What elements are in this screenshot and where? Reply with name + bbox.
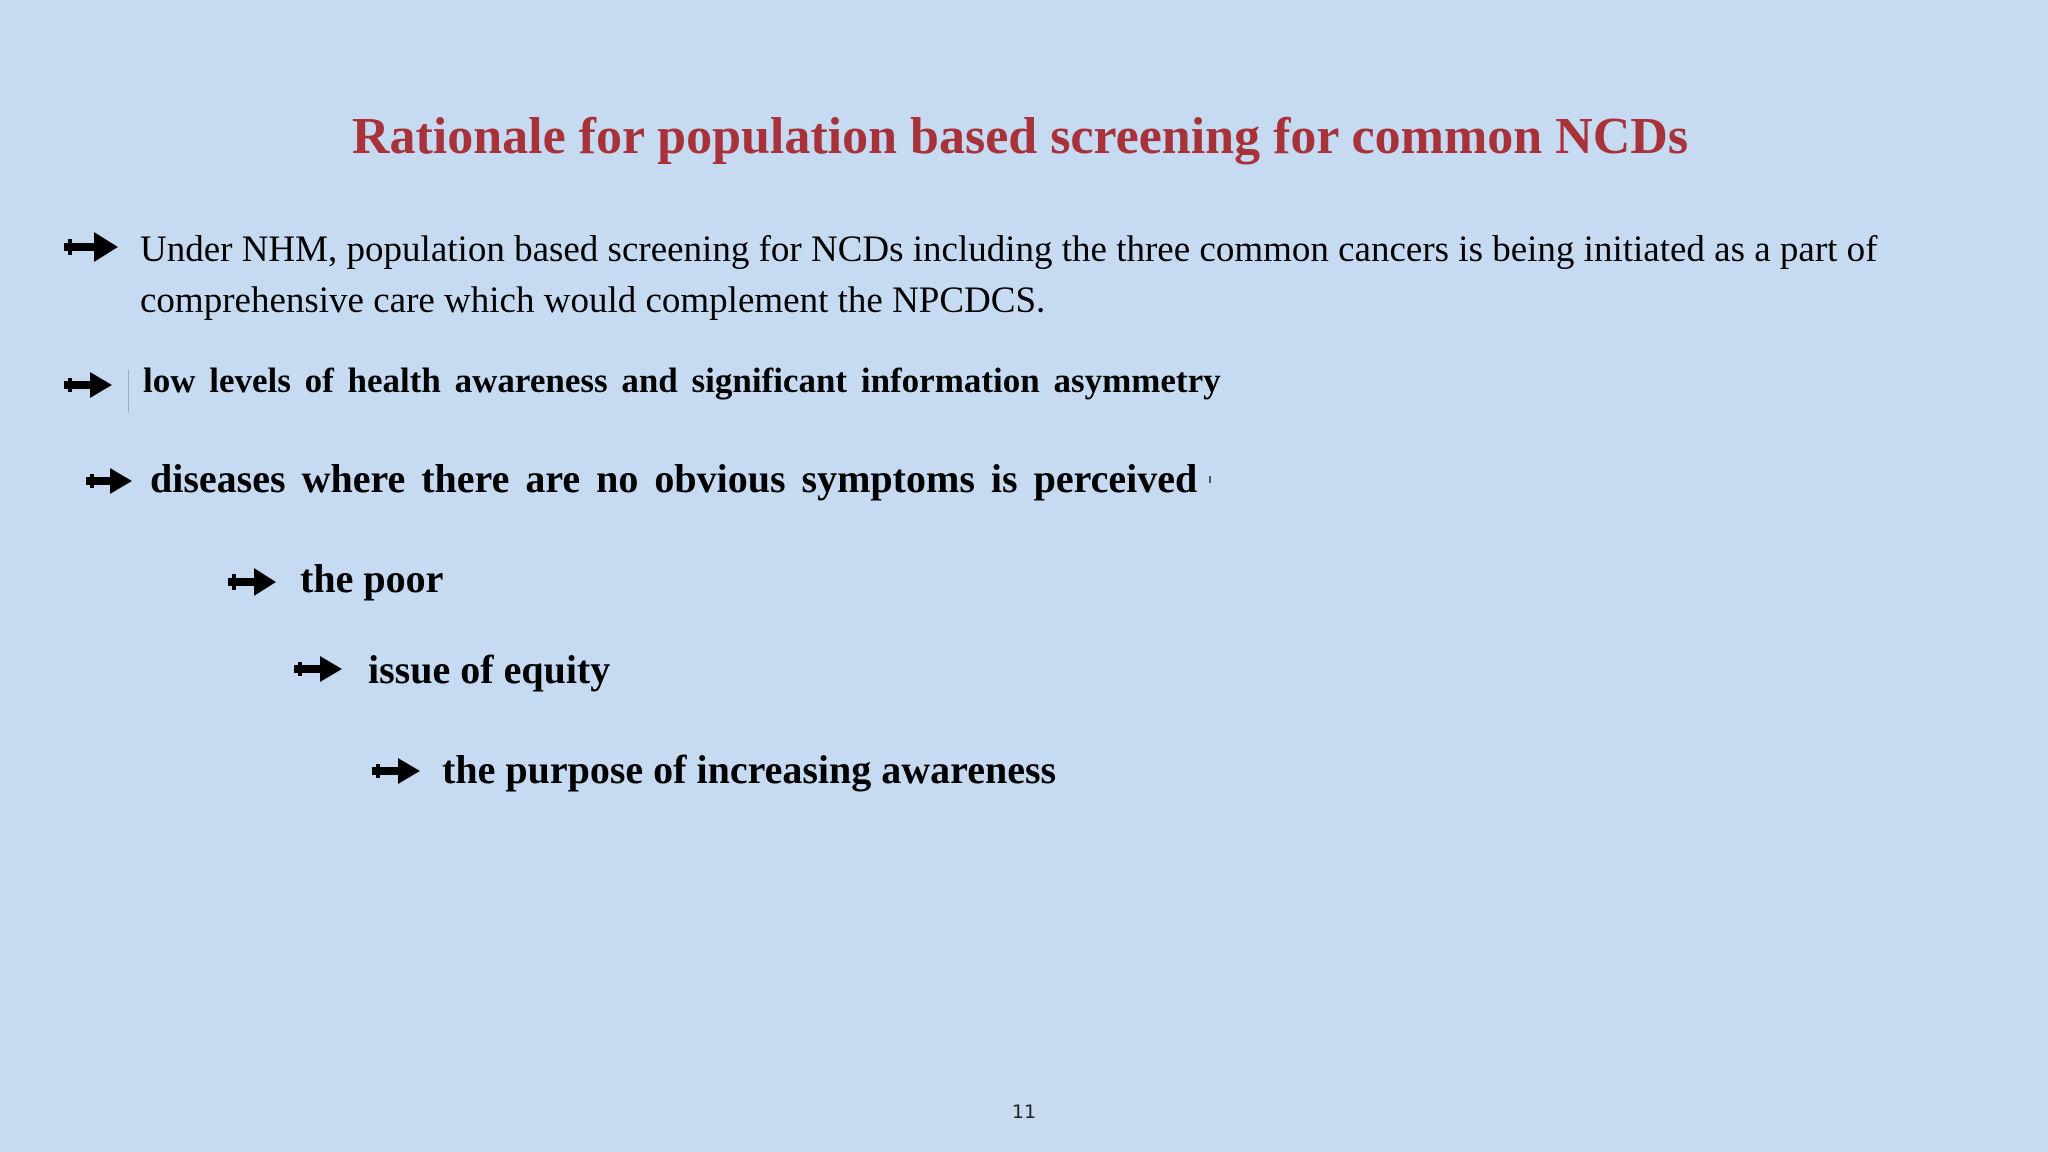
- bullet-item-equity: [294, 646, 610, 694]
- arrow-right-icon: [294, 654, 342, 684]
- bullet-item-awareness: [372, 746, 1056, 794]
- text-fragment-mark: [1209, 476, 1211, 483]
- arrow-right-icon: [228, 566, 276, 598]
- bullet-text: Under NHM, population based screening for NCDs including the three common cancers is being initiated as a part of comprehensive care which would complement the NPCDCS.: [140, 229, 1878, 321]
- bullet-text: the purpose of increasing awareness: [442, 747, 1057, 792]
- bullet-item-health-awareness: [64, 360, 1221, 412]
- bullet-text: the poor: [300, 556, 444, 601]
- bullet-text: issue of equity: [368, 647, 611, 692]
- bullet-text: low levels of health awareness and significant information asymmetry: [143, 361, 1221, 400]
- arrow-right-icon: [64, 230, 118, 264]
- bullet-item-nhm-screening: [64, 224, 2000, 326]
- bullet-item-the-poor: [228, 556, 443, 602]
- divider: [128, 370, 129, 412]
- arrow-right-icon: [86, 466, 132, 496]
- arrow-right-icon: [64, 370, 112, 400]
- bullet-text: diseases where there are no obvious symptoms is perceived: [150, 456, 1198, 501]
- bullet-item-no-symptoms: [86, 456, 1211, 502]
- page-number: 11: [1011, 1101, 1037, 1123]
- slide-title: Rationale for population based screening for common NCDs: [351, 108, 1689, 165]
- arrow-right-icon: [372, 756, 420, 786]
